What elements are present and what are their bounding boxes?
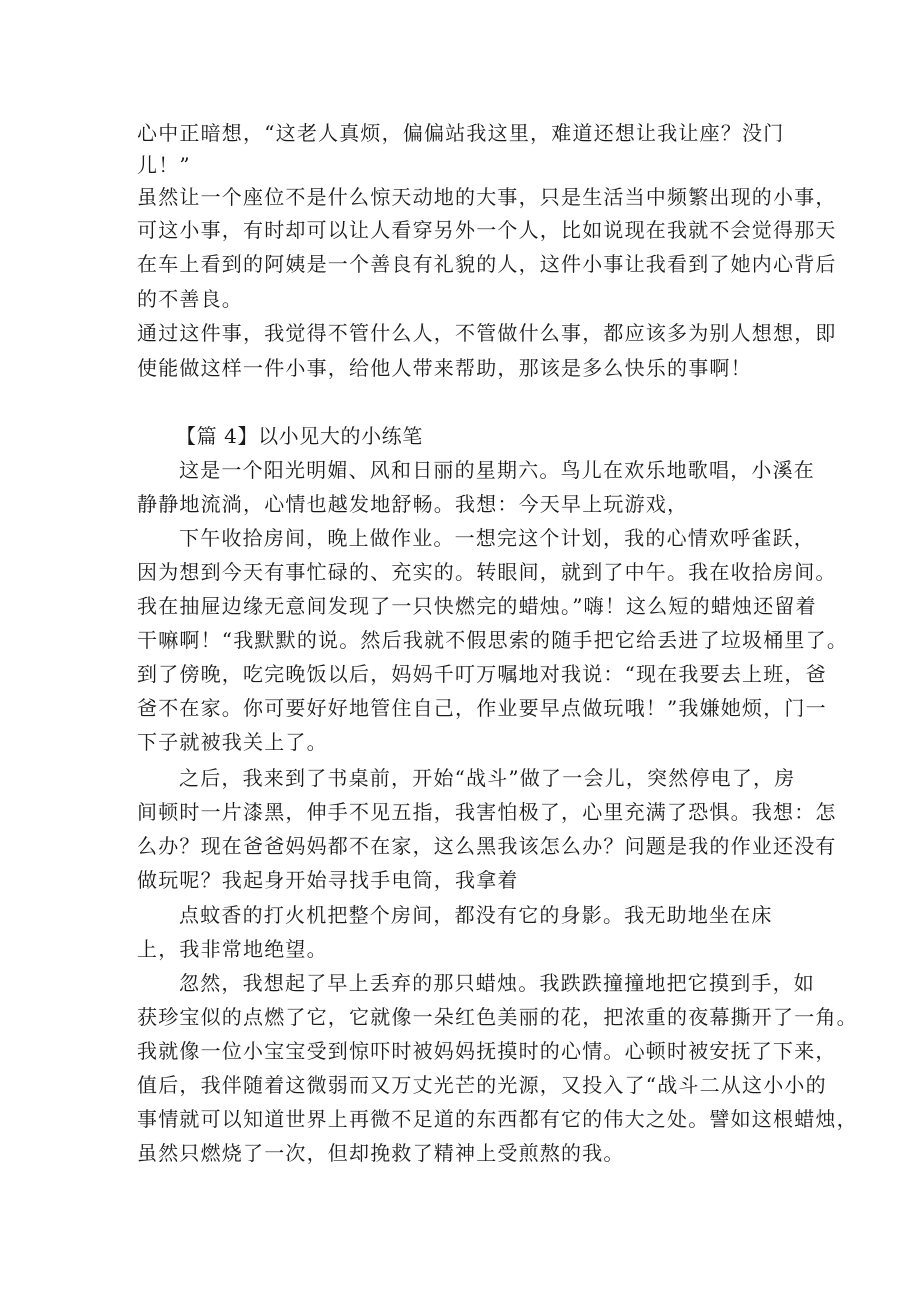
text-line: 点蚊香的打火机把整个房间，都没有它的身影。我无助地坐在床 xyxy=(179,903,773,927)
text-line: 儿！” xyxy=(137,153,191,177)
section-heading: 【篇 4】以小见大的小练笔 xyxy=(176,424,423,448)
text-line: 虽然让一个座位不是什么惊天动地的大事，只是生活当中频繁出现的小事， xyxy=(137,185,837,209)
text-line: 么办？现在爸爸妈妈都不在家，这么黑我该怎么办？问题是我的作业还没有 xyxy=(137,834,837,858)
text-line: 干嘛啊！“我默默的说。然后我就不假思索的随手把它给丢进了垃圾桶里了。 xyxy=(137,628,849,652)
text-line: 虽然只燃烧了一次，但却挽救了精神上受煎熬的我。 xyxy=(137,1141,625,1165)
text-line: 的不善良。 xyxy=(137,287,243,311)
text-line: 通过这件事，我觉得不管什么人，不管做什么事，都应该多为别人想想，即 xyxy=(137,321,837,345)
text-line: 到了傍晚，吃完晚饭以后，妈妈千叮万嘱地对我说：“现在我要去上班，爸 xyxy=(137,662,827,686)
text-line: 间顿时一片漆黑，伸手不见五指，我害怕极了，心里充满了恐惧。我想：怎 xyxy=(137,800,837,824)
text-line: 我就像一位小宝宝受到惊吓时被妈妈抚摸时的心情。心顿时被安抚了下来， xyxy=(137,1039,837,1063)
text-line: 爸不在家。你可要好好地管住自己，作业要早点做玩哦！”我嫌她烦，门一 xyxy=(137,696,827,720)
text-line: 上，我非常地绝望。 xyxy=(137,937,328,961)
text-line: 因为想到今天有事忙碌的、充实的。转眼间，就到了中午。我在收拾房间。 xyxy=(137,560,837,584)
text-line: 在车上看到的阿姨是一个善良有礼貌的人，这件小事让我看到了她内心背后 xyxy=(137,252,837,276)
text-line: 事情就可以知道世界上再微不足道的东西都有它的伟大之处。譬如这根蜡烛， xyxy=(137,1107,858,1131)
text-line: 下子就被我关上了。 xyxy=(137,730,328,754)
text-line: 我在抽屉边缘无意间发现了一只快燃完的蜡烛。”嗨！这么短的蜡烛还留着 xyxy=(137,594,817,618)
text-line: 获珍宝似的点燃了它，它就像一朵红色美丽的花，把浓重的夜幕撕开了一角。 xyxy=(137,1005,858,1029)
text-line: 值后，我伴随着这微弱而又万丈光芒的光源，又投入了“战斗二从这小小的 xyxy=(137,1073,827,1097)
text-line: 之后，我来到了书桌前，开始“战斗”做了一会儿，突然停电了，房 xyxy=(179,766,796,790)
text-line: 静静地流淌，心情也越发地舒畅。我想：今天早上玩游戏， xyxy=(137,492,689,516)
text-line: 忽然，我想起了早上丢弃的那只蜡烛。我跌跌撞撞地把它摸到手，如 xyxy=(179,971,815,995)
text-line: 这是一个阳光明媚、风和日丽的星期六。鸟儿在欢乐地歌唱，小溪在 xyxy=(179,458,815,482)
text-line: 下午收拾房间，晚上做作业。一想完这个计划，我的心情欢呼雀跃， xyxy=(179,526,815,550)
text-line: 做玩呢？我起身开始寻找手电筒，我拿着 xyxy=(137,868,519,892)
text-line: 使能做这样一件小事，给他人带来帮助，那该是多么快乐的事啊！ xyxy=(137,356,752,380)
text-line: 心中正暗想，“这老人真烦，偏偏站我这里，难道还想让我让座？没门 xyxy=(137,121,785,145)
text-line: 可这小事，有时却可以让人看穿另外一个人，比如说现在我就不会觉得那天 xyxy=(137,218,837,242)
